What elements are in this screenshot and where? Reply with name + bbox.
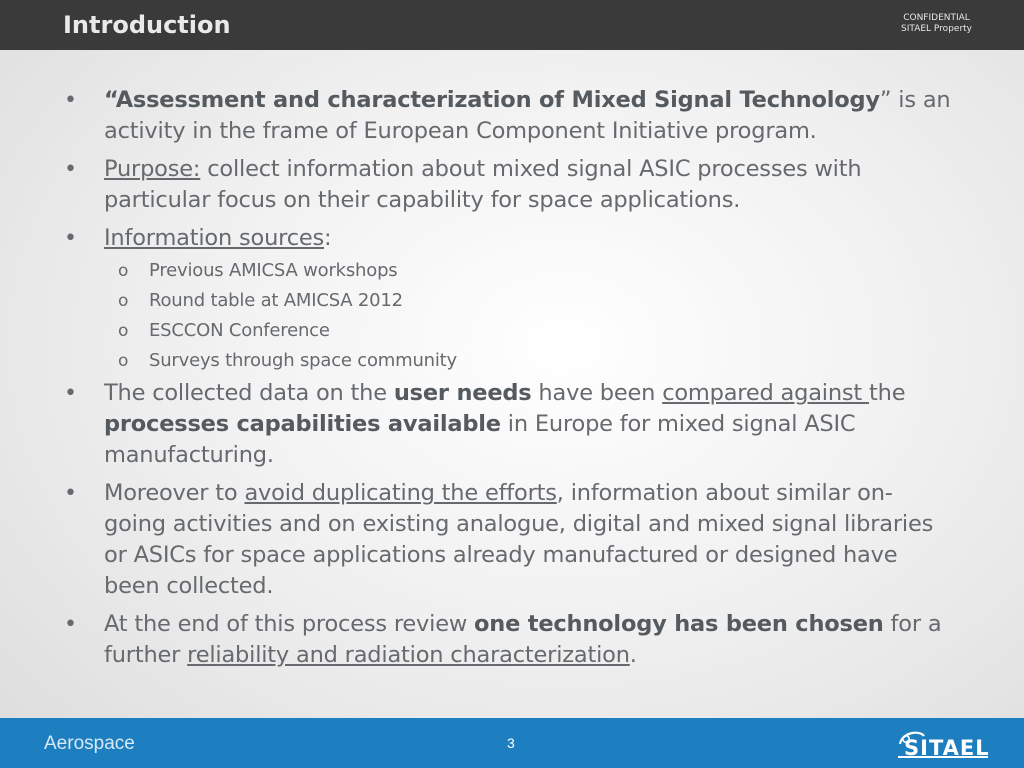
logo-text: SITAEL <box>904 736 990 760</box>
sub-item-text: Round table at AMICSA 2012 <box>149 290 403 311</box>
bullet-4-underlined: compared against <box>662 380 870 406</box>
bullet-5 <box>0 478 1024 602</box>
bullet-marker: • <box>64 612 77 637</box>
bullet-6-text-1: At the end of this process review <box>104 611 475 637</box>
bullet-4-text-4: in Europe for mixed signal ASIC manufacturing. <box>104 411 856 468</box>
footer-division-label: Aerospace <box>44 733 135 754</box>
bullet-1-text: is an activity in the frame of European Component Initiative program. <box>104 87 951 144</box>
bullet-4 <box>0 378 1024 471</box>
slide-content <box>0 85 1024 678</box>
bullet-marker: • <box>64 381 77 406</box>
bullet-6-bold: one technology has been chosen <box>474 611 884 637</box>
confidential-line-1: CONFIDENTIAL <box>903 13 970 23</box>
sub-bullet-marker: o <box>118 261 129 281</box>
bullet-4-bold-1: user needs <box>393 380 532 406</box>
sub-item <box>0 256 1024 286</box>
header-bar <box>0 0 1024 50</box>
confidential-line-2: SITAEL Property <box>901 24 972 34</box>
sitael-logo <box>894 730 990 760</box>
bullet-3-underlined: Information sources <box>104 225 325 251</box>
bullet-3 <box>0 223 1024 254</box>
bullet-5-text-2: , information about similar on-going activities and on existing analogue, digital and mixed signal libraries or ASICs for space applications already manufactured or designed have been collected. <box>104 480 934 599</box>
bullet-1-bold: Assessment and characterization of Mixed Signal Technology <box>115 87 880 113</box>
sub-item <box>0 286 1024 316</box>
bullet-6-underlined: reliability and radiation characterization <box>187 642 630 668</box>
bullet-4-text-3: the <box>869 380 906 406</box>
sub-list <box>0 256 1024 376</box>
sub-item <box>0 346 1024 376</box>
bullet-6-text-3: . <box>629 642 637 668</box>
bullet-4-bold-2: processes capabilities available <box>104 411 501 437</box>
confidential-label <box>901 13 972 35</box>
bullet-2 <box>0 154 1024 216</box>
bullet-2-text: collect information about mixed signal ASIC processes with particular focus on their capability for space applications. <box>104 156 862 213</box>
bullet-4-text-2: have been <box>531 380 663 406</box>
bullet-2-underlined: Purpose: <box>104 156 201 182</box>
slide-title: Introduction <box>63 11 231 39</box>
bullet-marker: • <box>64 157 77 182</box>
sub-bullet-marker: o <box>118 351 129 371</box>
bullet-1-quote-close: ” <box>879 87 892 113</box>
bullet-3-text: : <box>324 225 332 251</box>
bullet-6 <box>0 609 1024 671</box>
page-number: 3 <box>507 735 515 751</box>
bullet-1 <box>0 85 1024 147</box>
sub-item-text: Surveys through space community <box>149 350 457 371</box>
sub-item <box>0 316 1024 346</box>
bullet-4-text-1: The collected data on the <box>104 380 394 406</box>
bullet-marker: • <box>64 88 77 113</box>
bullet-5-underlined: avoid duplicating the efforts <box>244 480 557 506</box>
bullet-marker: • <box>64 226 77 251</box>
sub-bullet-marker: o <box>118 291 129 311</box>
footer-bar <box>0 718 1024 768</box>
bullet-marker: • <box>64 481 77 506</box>
bullet-6-text-2: for a further <box>104 611 942 668</box>
sub-bullet-marker: o <box>118 321 129 341</box>
bullet-5-text-1: Moreover to <box>104 480 245 506</box>
bullet-1-quote-open: “ <box>104 87 116 113</box>
sub-item-text: Previous AMICSA workshops <box>149 260 398 281</box>
sub-item-text: ESCCON Conference <box>149 320 330 341</box>
